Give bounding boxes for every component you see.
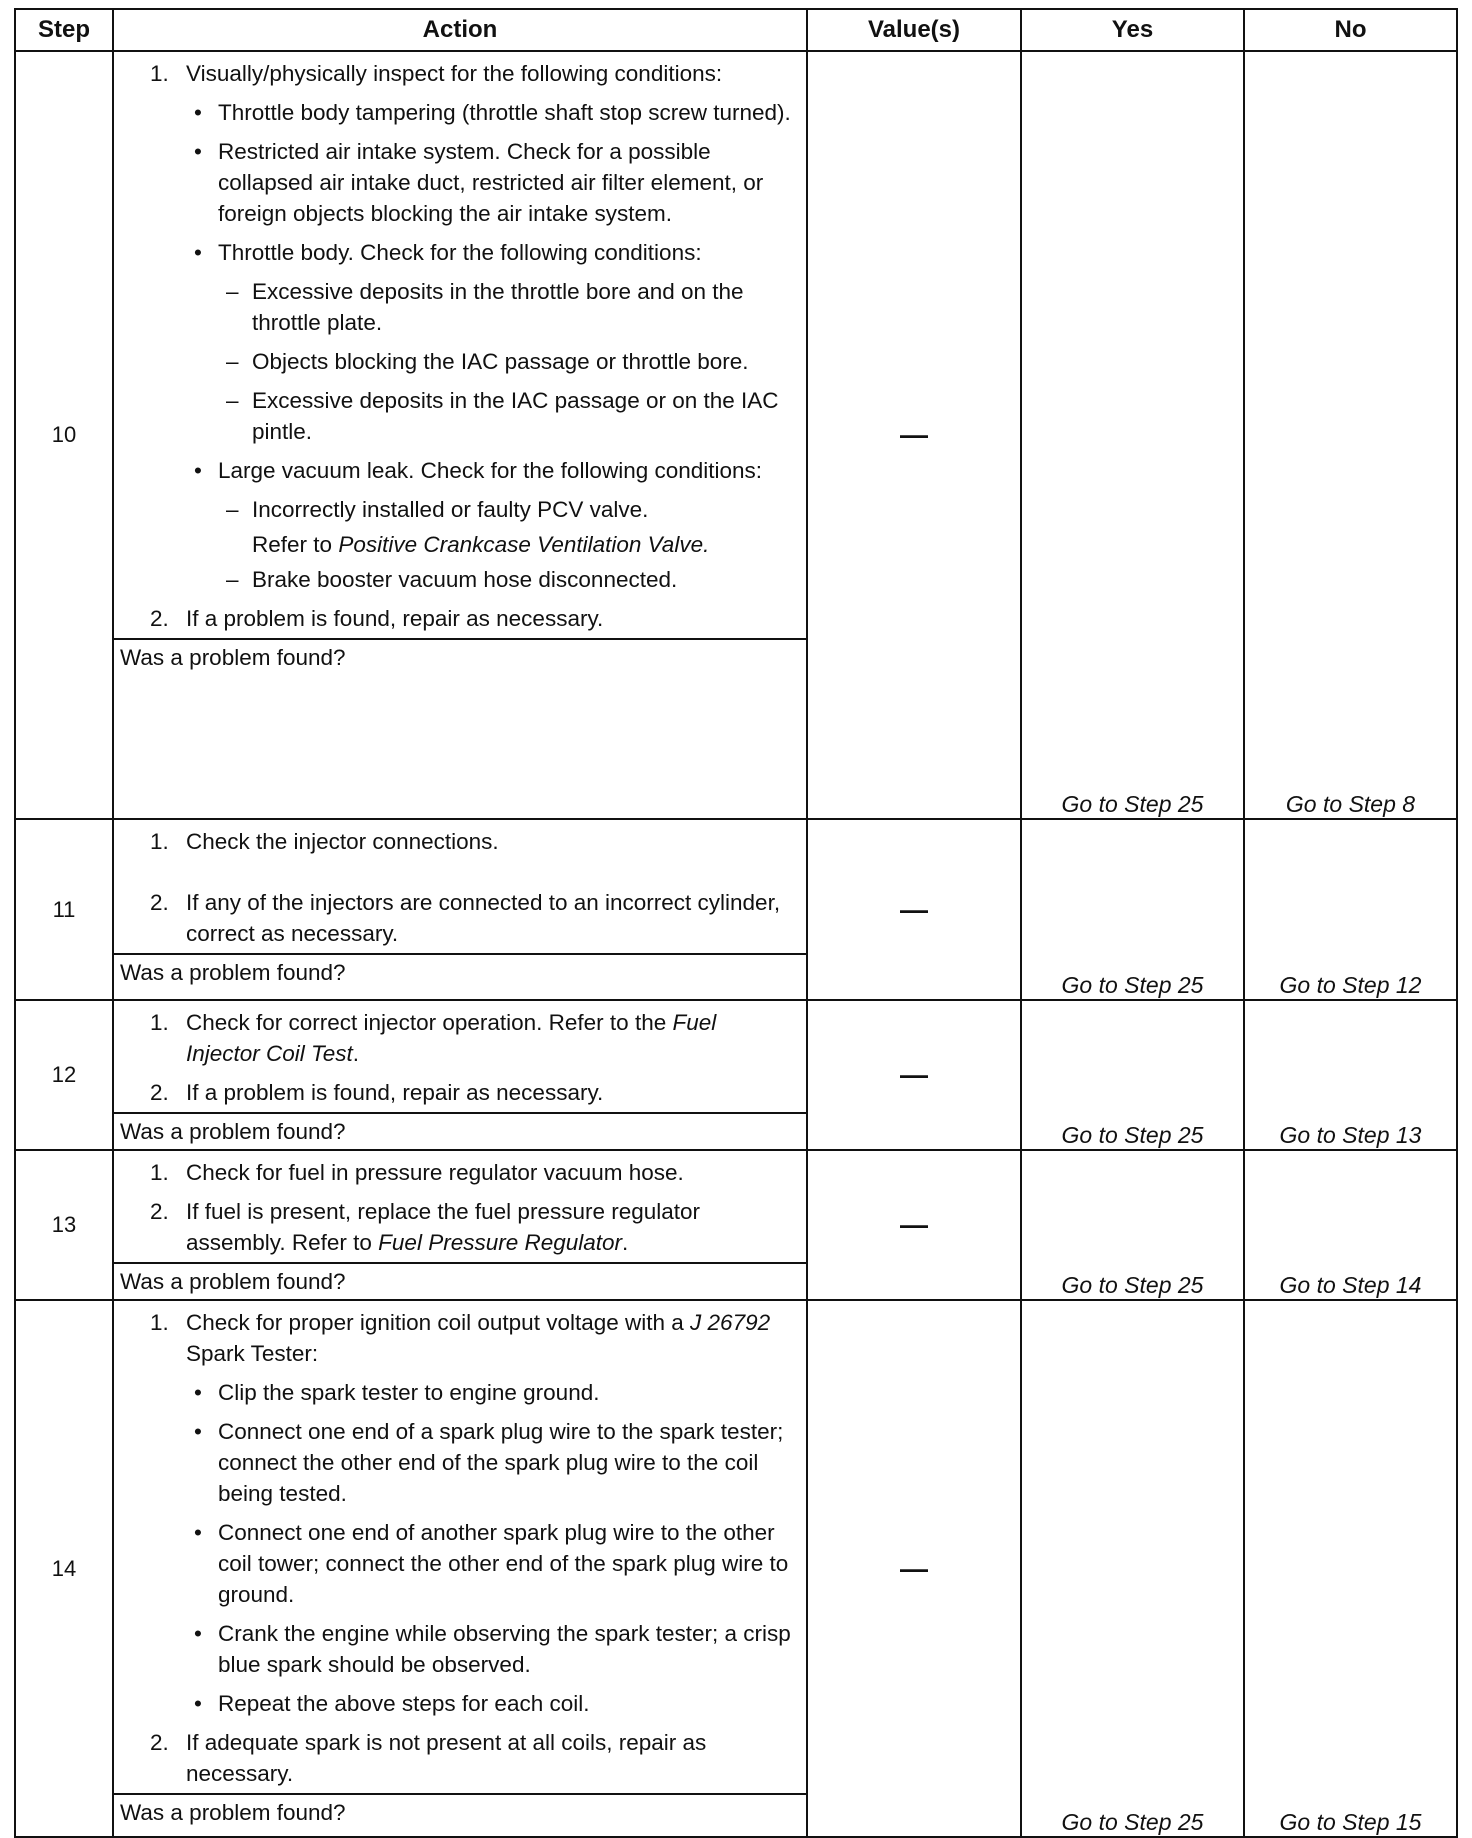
tool-reference: J 26792 — [690, 1310, 771, 1335]
action-subitem: – Brake booster vacuum hose disconnected. — [226, 567, 678, 592]
header-values: Value(s) — [807, 9, 1021, 51]
step-row — [15, 1300, 1457, 1837]
reference-link: Fuel Injector Coil Test — [186, 1010, 717, 1066]
header-no: No — [1244, 9, 1457, 51]
action-item: 2. If a problem is found, repair as necessary. — [150, 1080, 604, 1105]
step-number: 12 — [15, 1000, 113, 1150]
action-subitem: – Objects blocking the IAC passage or throttle bore. — [226, 349, 749, 374]
action-bullet: • Clip the spark tester to engine ground. — [194, 1380, 600, 1405]
value-cell: — — [807, 1000, 1021, 1150]
action-cell — [113, 1150, 807, 1300]
no-outcome: Go to Step 13 — [1244, 1000, 1457, 1150]
action-item: 1. Check for correct injector operation. Refer to the Fuel Injector Coil Test. — [150, 1010, 717, 1066]
step-row — [15, 1000, 1457, 1150]
action-cell — [113, 51, 807, 819]
header-yes: Yes — [1021, 9, 1244, 51]
no-outcome: Go to Step 12 — [1244, 819, 1457, 1000]
reference-link: Fuel Pressure Regulator — [378, 1230, 623, 1255]
action-item: 2. If fuel is present, replace the fuel pressure regulator assembly. Refer to Fuel Pressure Regulator. — [150, 1199, 701, 1255]
question: Was a problem found? — [114, 1112, 806, 1149]
step-number: 10 — [15, 51, 113, 819]
header-step: Step — [15, 9, 113, 51]
question: Was a problem found? — [114, 1262, 806, 1299]
action-subitem: – Excessive deposits in the IAC passage or on the IAC pintle. — [226, 388, 779, 444]
question: Was a problem found? — [114, 638, 806, 675]
action-bullet: • Connect one end of a spark plug wire to the spark tester; connect the other end of the spark plug wire to the coil being tested. — [194, 1419, 784, 1506]
diagnostic-table — [14, 8, 1458, 1838]
action-item: 1. Check for fuel in pressure regulator vacuum hose. — [150, 1160, 684, 1185]
no-outcome: Go to Step 14 — [1244, 1150, 1457, 1300]
action-item: 2. If adequate spark is not present at all coils, repair as necessary. — [150, 1730, 707, 1786]
action-cell — [113, 1000, 807, 1150]
step-row — [15, 1150, 1457, 1300]
reference-link: Positive Crankcase Ventilation Valve. — [338, 532, 710, 557]
action-bullet: • Crank the engine while observing the spark tester; a crisp blue spark should be observed. — [194, 1621, 791, 1677]
action-bullet: • Throttle body tampering (throttle shaft stop screw turned). — [194, 100, 791, 125]
question: Was a problem found? — [114, 953, 806, 990]
action-bullet: • Large vacuum leak. Check for the following conditions: — [194, 458, 763, 483]
no-outcome: Go to Step 8 — [1244, 51, 1457, 819]
action-item: 2. If any of the injectors are connected to an incorrect cylinder, correct as necessary. — [150, 890, 781, 946]
action-subitem: – Excessive deposits in the throttle bore and on the throttle plate. — [226, 279, 744, 335]
yes-outcome: Go to Step 25 — [1021, 1300, 1244, 1837]
step-row — [15, 51, 1457, 819]
yes-outcome: Go to Step 25 — [1021, 819, 1244, 1000]
question: Was a problem found? — [114, 1793, 806, 1830]
action-bullet: • Restricted air intake system. Check for a possible collapsed air intake duct, restricted air filter element, or foreign objects blocking the air intake system. — [194, 139, 764, 226]
header-action: Action — [113, 9, 807, 51]
step-row — [15, 819, 1457, 1000]
action-item: 1. Check the injector connections. — [150, 829, 499, 854]
value-cell: — — [807, 819, 1021, 1000]
yes-outcome: Go to Step 25 — [1021, 51, 1244, 819]
no-outcome: Go to Step 15 — [1244, 1300, 1457, 1837]
action-bullet: • Connect one end of another spark plug wire to the other coil tower; connect the other end of the spark plug wire to ground. — [194, 1520, 789, 1607]
yes-outcome: Go to Step 25 — [1021, 1150, 1244, 1300]
action-item: 1. Visually/physically inspect for the following conditions: — [150, 61, 723, 86]
step-number: 11 — [15, 819, 113, 1000]
value-cell: — — [807, 51, 1021, 819]
action-item: 1. Check for proper ignition coil output voltage with a J 26792 Spark Tester: — [150, 1310, 771, 1366]
step-number: 13 — [15, 1150, 113, 1300]
step-number: 14 — [15, 1300, 113, 1837]
action-item: 2. If a problem is found, repair as necessary. — [150, 606, 604, 631]
value-cell: — — [807, 1300, 1021, 1837]
value-cell: — — [807, 1150, 1021, 1300]
reference-line: Refer to Positive Crankcase Ventilation Valve. — [252, 532, 710, 557]
action-cell — [113, 1300, 807, 1837]
yes-outcome: Go to Step 25 — [1021, 1000, 1244, 1150]
action-cell — [113, 819, 807, 1000]
action-bullet: • Repeat the above steps for each coil. — [194, 1691, 590, 1716]
header-row — [15, 9, 1457, 51]
action-subitem: – Incorrectly installed or faulty PCV valve. — [226, 497, 649, 522]
action-bullet: • Throttle body. Check for the following conditions: — [194, 240, 702, 265]
